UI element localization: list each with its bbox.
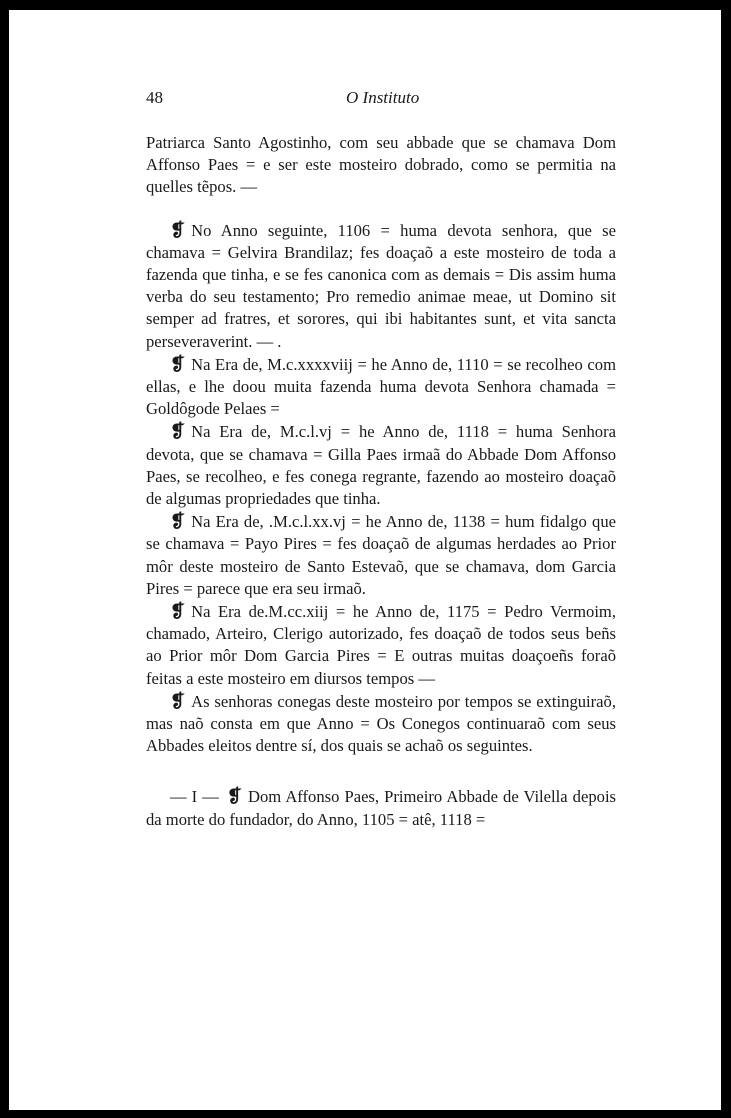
paragraph-text: Na Era de.M.cc.xiij = he Anno de, 1175 = Pedro Vermoim, chamado, Arteiro, Clerigo autorizado, fes doaçaõ de todos seus beñs ao Prior môr Dom Garcia Pires = E outras muitas doaçoeñs foraõ feitas a este mosteiro em diursos tempos — — [146, 602, 616, 688]
book-page — [9, 10, 721, 1110]
paragraph-1 — [146, 132, 616, 199]
pilcrow-icon: ❡ — [170, 511, 186, 532]
paragraph-text: Dom Affonso Paes, Primeiro Abbade de Vilella depois da morte do fundador, do Anno, 1105 = atê, 1118 = — [146, 787, 617, 829]
pilcrow-icon: ❡ — [170, 601, 186, 622]
paragraph-text: Na Era de, M.c.xxxxviij = he Anno de, 1110 = se recolheo com ellas, e lhe doou muita fazenda huma devota Senhora chamada = Goldôgode Pelaes = — [146, 354, 616, 419]
paragraph-4 — [146, 420, 616, 510]
paragraph-6 — [146, 600, 616, 690]
paragraph-text: Na Era de, M.c.l.vj = he Anno de, 1118 = huma Senhora devota, que se chamava = Gilla Paes irmaã do Abbade Dom Affonso Paes, se recolheo, e fes conega regrante, fazendo ao mosteiro doaçaõ de algumas propriedades que tinha. — [146, 422, 616, 509]
paragraph-5 — [146, 510, 616, 600]
pilcrow-icon: ❡ — [170, 690, 186, 711]
paragraph-3 — [146, 353, 616, 421]
running-title: O Instituto — [346, 88, 420, 107]
paragraph-7 — [146, 690, 616, 758]
paragraph-text: Na Era de, .M.c.l.xx.vj = he Anno de, 1138 = hum fidalgo que se chamava = Payo Pires = fes doaçaõ de algumas herdades ao Prior môr deste mosteiro de Santo Estevaõ, que se chamava, dom Garcia Pires = parece que era seu irmaõ. — [146, 512, 616, 598]
body-text — [146, 132, 616, 831]
page-header — [146, 88, 616, 112]
pilcrow-icon: ❡ — [226, 786, 242, 807]
page-number: 48 — [146, 88, 163, 107]
pilcrow-icon: ❡ — [170, 219, 186, 240]
pilcrow-icon: ❡ — [170, 421, 186, 442]
paragraph-text: Patriarca Santo Agostinho, com seu abbade que se chamava Dom Affonso Paes = e ser este mosteiro dobrado, como se permitia na quelles tẽpos. — — [146, 133, 616, 197]
roman-numeral: — I — — [170, 787, 219, 807]
paragraph-text: No Anno seguinte, 1106 = huma devota senhora, que se chamava = Gelvira Brandilaz; fes doaçaõ a este mosteiro de toda a fazenda que tinha, e se fes canonica com as demais = Dis assim huma verba do seu testamento; Pro remedio animae meae, ut Domino sit semper ad fratres, et sorores, qui ibi habitantes sunt, et vita sancta perseveraverint. — . — [146, 220, 616, 351]
paragraph-text: As senhoras conegas deste mosteiro por tempos se extinguiraõ, mas naõ consta em que Anno = Os Conegos continuaraõ com seus Abbades eleitos dentre sí, dos quais se achaõ os seguintes. — [146, 691, 616, 756]
pilcrow-icon: ❡ — [170, 353, 186, 374]
paragraph-8 — [146, 785, 616, 830]
paragraph-2 — [146, 219, 616, 353]
